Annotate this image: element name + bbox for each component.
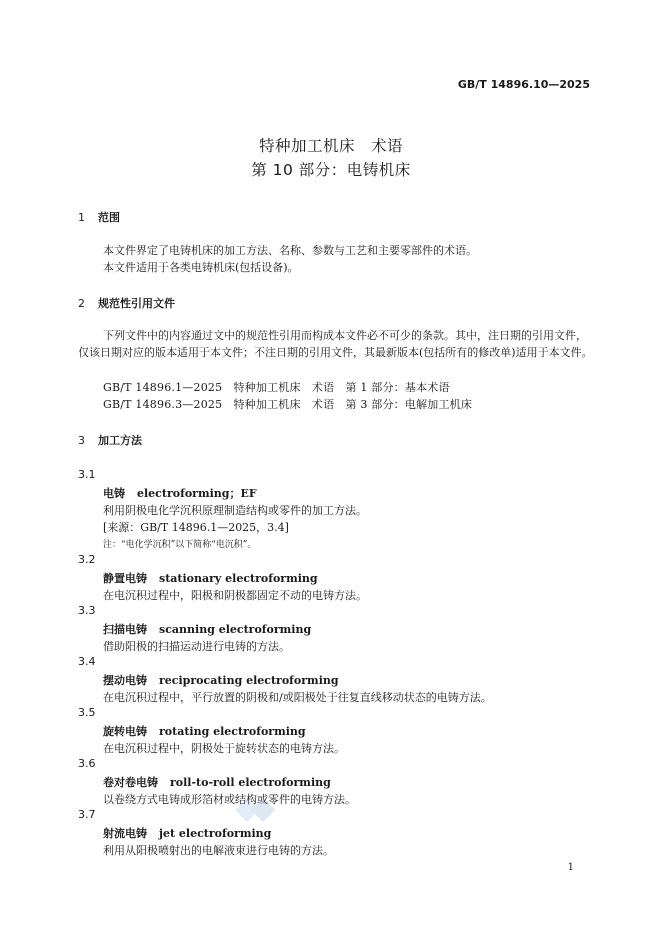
section-title: 规范性引用文件 bbox=[98, 297, 175, 310]
term-zh: 静置电铸 bbox=[103, 572, 147, 585]
section-heading-scope bbox=[78, 209, 120, 225]
term-number: 3.1 bbox=[78, 468, 96, 481]
term-entry bbox=[103, 485, 257, 501]
term-entry bbox=[103, 621, 311, 637]
term-entry bbox=[103, 723, 306, 739]
term-number: 3.4 bbox=[78, 655, 96, 668]
term-definition: 利用从阳极喷射出的电解液束进行电铸的方法。 bbox=[103, 844, 334, 857]
term-source: [来源：GB/T 14896.1—2025，3.4] bbox=[103, 521, 289, 534]
paragraph: 本文件界定了电铸机床的加工方法、名称、参数与工艺和主要零部件的术语。 bbox=[103, 244, 477, 257]
term-en: stationary electroforming bbox=[159, 572, 318, 585]
term-zh: 旋转电铸 bbox=[103, 725, 147, 738]
term-en: roll-to-roll electroforming bbox=[170, 776, 331, 789]
term-number: 3.3 bbox=[78, 604, 96, 617]
term-definition: 在电沉积过程中，阳极和阴极都固定不动的电铸方法。 bbox=[103, 589, 367, 602]
reference-item: GB/T 14896.3—2025 特种加工机床 术语 第 3 部分：电解加工机床 bbox=[103, 398, 473, 411]
term-definition: 在电沉积过程中，阴极处于旋转状态的电铸方法。 bbox=[103, 742, 345, 755]
term-zh: 扫描电铸 bbox=[103, 623, 147, 636]
term-definition: 借助阳极的扫描运动进行电铸的方法。 bbox=[103, 640, 290, 653]
term-number: 3.7 bbox=[78, 808, 96, 821]
term-entry bbox=[103, 774, 331, 790]
paragraph: 本文件适用于各类电铸机床(包括设备)。 bbox=[103, 261, 299, 274]
term-en: electroforming；EF bbox=[137, 487, 257, 500]
reference-item: GB/T 14896.1—2025 特种加工机床 术语 第 1 部分：基本术语 bbox=[103, 381, 450, 394]
term-entry bbox=[103, 672, 339, 688]
document-title: 特种加工机床 术语 bbox=[258, 137, 403, 155]
term-number: 3.6 bbox=[78, 757, 96, 770]
term-zh: 电铸 bbox=[103, 487, 125, 500]
term-zh: 射流电铸 bbox=[103, 827, 147, 840]
term-number: 3.5 bbox=[78, 706, 96, 719]
term-note: 注：“电化学沉积”以下简称“电沉积”。 bbox=[103, 540, 257, 550]
page-number: 1 bbox=[567, 862, 574, 873]
document-subtitle: 第 10 部分：电铸机床 bbox=[251, 161, 411, 179]
term-en: jet electroforming bbox=[159, 827, 272, 840]
term-definition: 利用阴极电化学沉积原理制造结构或零件的加工方法。 bbox=[103, 504, 367, 517]
term-zh: 卷对卷电铸 bbox=[103, 776, 158, 789]
section-number: 3 bbox=[78, 434, 85, 447]
paragraph: 下列文件中的内容通过文中的规范性引用而构成本文件必不可少的条款。其中，注日期的引用文件，仅该日期对应的版本适用于本文件；不注日期的引用文件，其最新版本(包括所有的修改单)适用于本文件。 bbox=[78, 329, 593, 359]
section-number: 1 bbox=[78, 211, 85, 224]
standard-number: GB/T 14896.10—2025 bbox=[457, 78, 590, 91]
section-number: 2 bbox=[78, 297, 85, 310]
term-definition: 在电沉积过程中，平行放置的阴极和/或阳极处于往复直线移动状态的电铸方法。 bbox=[103, 691, 492, 704]
term-number: 3.2 bbox=[78, 553, 96, 566]
section-title: 加工方法 bbox=[98, 434, 142, 447]
section-title: 范围 bbox=[98, 211, 120, 224]
term-en: reciprocating electroforming bbox=[159, 674, 339, 687]
term-definition: 以卷绕方式电铸成形箔材或结构或零件的电铸方法。 bbox=[103, 793, 356, 806]
term-en: rotating electroforming bbox=[159, 725, 306, 738]
watermark-logo-icon bbox=[231, 790, 277, 830]
term-entry bbox=[103, 570, 318, 586]
section-heading-normative-references bbox=[78, 295, 175, 311]
term-en: scanning electroforming bbox=[159, 623, 312, 636]
section-heading-processing-methods bbox=[78, 432, 142, 448]
term-zh: 摆动电铸 bbox=[103, 674, 147, 687]
